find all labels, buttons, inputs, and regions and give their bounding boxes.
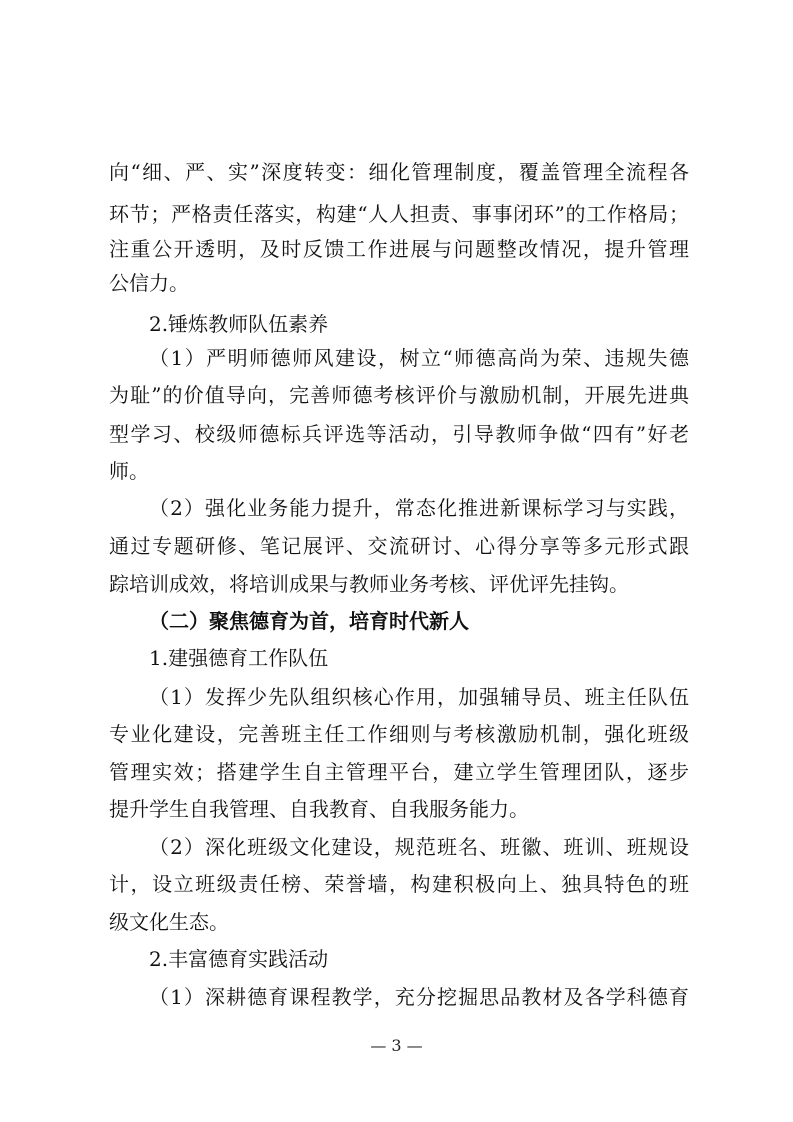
body-text-line: 级文化生态。 [109,910,229,934]
body-text-line: 向“细、严、实”深度转变：细化管理制度，覆盖管理全流程各 [109,160,689,184]
body-text-line: 专业化建设，完善班主任工作细则与考核激励机制，强化班级 [109,722,689,746]
body-text-line: （1）严明师德师风建设，树立“师德高尚为荣、违规失德 [149,346,689,370]
body-text-line: 计，设立班级责任榜、荣誉墙，构建积极向上、独具特色的班 [109,872,689,896]
body-text-line: 踪培训成效，将培训成果与教师业务考核、评优评先挂钩。 [109,572,629,596]
subsection-heading: 2.锤炼教师队伍素养 [149,312,329,336]
subsection-heading: 2.丰富德育实践活动 [149,947,329,971]
body-text-line: （2）强化业务能力提升，常态化推进新课标学习与实践， [149,496,689,520]
subsection-heading: 1.建强德育工作队伍 [149,646,329,670]
body-text-line: 提升学生自我管理、自我教育、自我服务能力。 [109,797,529,821]
body-text-line: 师。 [109,459,149,483]
body-text-line: （1）深耕德育课程教学，充分挖掘思品教材及各学科德育 [149,985,689,1009]
body-text-line: 环节；严格责任落实，构建“人人担责、事事闭环”的工作格局； [109,202,689,226]
body-text-line: 管理实效；搭建学生自主管理平台，建立学生管理团队，逐步 [109,760,689,784]
body-text-line: （2）深化班级文化建设，规范班名、班徽、班训、班规设 [149,835,689,859]
body-text-line: 通过专题研修、笔记展评、交流研讨、心得分享等多元形式跟 [109,534,689,558]
page-number: — 3 — [370,1036,423,1055]
body-text-line: （1）发挥少先队组织核心作用，加强辅导员、班主任队伍 [149,685,689,709]
body-text-line: 注重公开透明，及时反馈工作进展与问题整改情况，提升管理 [109,237,689,261]
section-heading: （二）聚焦德育为首，培育时代新人 [149,609,469,633]
body-text-line: 公信力。 [109,271,189,295]
body-text-line: 为耻”的价值导向，完善师德考核评价与激励机制，开展先进典 [109,383,689,407]
body-text-line: 型学习、校级师德标兵评选等活动，引导教师争做“四有”好老 [109,422,689,446]
